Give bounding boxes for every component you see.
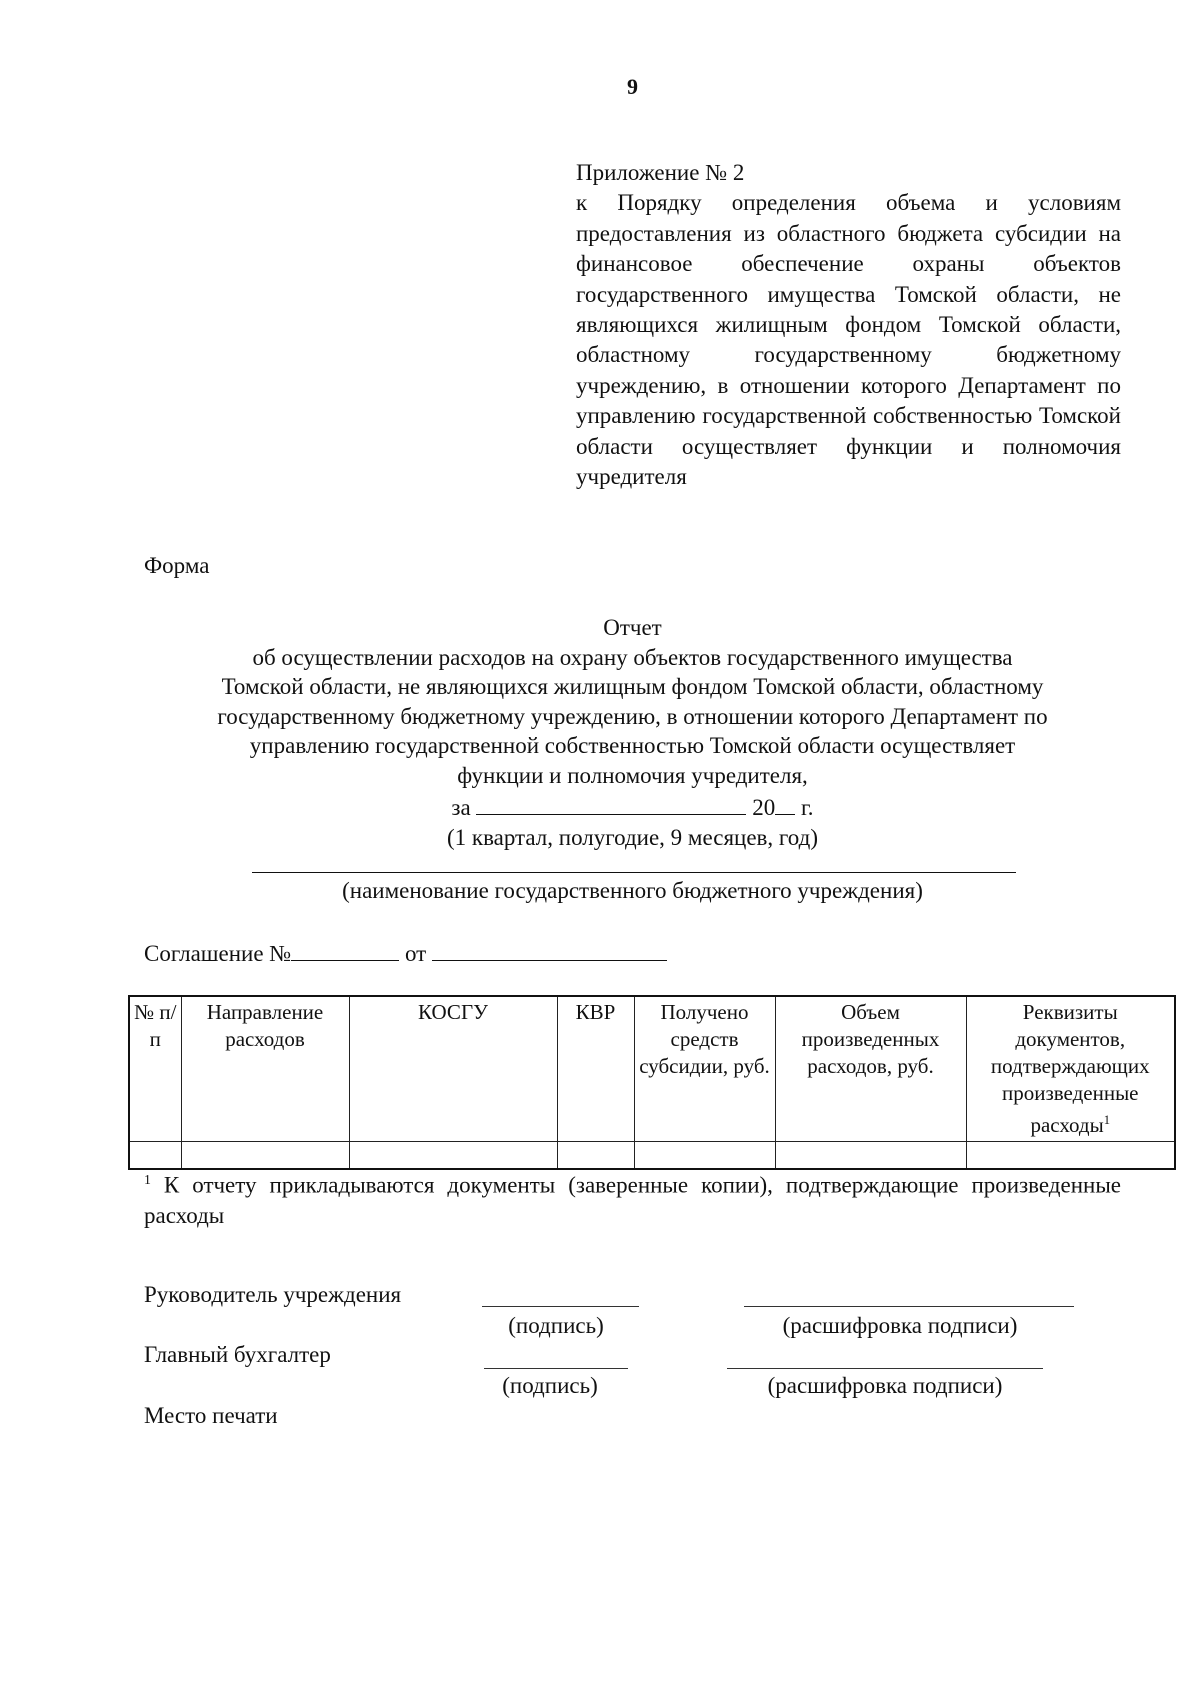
report-line: функции и полномочия учредителя, (457, 762, 808, 788)
accountant-decode-caption: (расшифровка подписи) (767, 1373, 1003, 1398)
col-documents-label: Реквизиты документов, подтверждающих произведенные расходы (990, 1000, 1150, 1137)
col-received: Получено средств субсидии, руб. (634, 996, 775, 1142)
report-table (128, 995, 1176, 1170)
report-title (144, 613, 1121, 852)
head-label: Руководитель учреждения (144, 1282, 402, 1307)
appendix-title: Приложение № 2 (576, 160, 745, 185)
form-label: Форма (144, 553, 210, 578)
agreement-number-blank[interactable] (291, 936, 399, 961)
footnote-text: К отчету прикладываются документы (заверенные копии), подтверждающие произведенные расходы (144, 1172, 1121, 1228)
footnote-mark: 1 (1103, 1113, 1111, 1127)
accountant-label: Главный бухгалтер (144, 1342, 331, 1367)
org-name-caption: (наименование государственного бюджетного учреждения) (342, 878, 923, 903)
report-heading: Отчет (603, 615, 662, 640)
period-blank[interactable] (476, 790, 746, 815)
appendix-block (576, 158, 1121, 492)
col-direction: Направление расходов (181, 996, 349, 1142)
agreement-from: от (404, 941, 427, 967)
col-documents (966, 996, 1175, 1142)
head-signature-caption: (подпись) (508, 1313, 604, 1338)
report-line: государственному бюджетному учреждению, в отношении которого Департамент по (217, 703, 1048, 729)
report-period (144, 790, 1121, 823)
appendix-body: к Порядку определения объема и условиям предоставления из областного бюджета субсидии на финансовое обеспечение охраны объектов государственного имущества Томской области, не являющихся жилищным фондом Томской области, областному государственному бюджетному учреждению, в отношении которого Департамент по управлению государственной собственностью Томской области осуществляет функции и полномочия учредителя (576, 190, 1121, 490)
stamp-label: Место печати (144, 1403, 278, 1428)
col-spent: Объем произведенных расходов, руб. (775, 996, 966, 1142)
period-hint: (1 квартал, полугодие, 9 месяцев, год) (447, 824, 818, 850)
page-number: 9 (627, 74, 638, 99)
col-kvr: КВР (557, 996, 634, 1142)
org-name-line[interactable] (252, 872, 1016, 873)
agreement-line (144, 936, 667, 967)
accountant-signature-caption: (подпись) (502, 1373, 598, 1398)
period-prefix: за (451, 795, 471, 821)
period-year: 20 (752, 795, 776, 821)
col-number: № п/п (129, 996, 181, 1142)
agreement-label: Соглашение № (144, 941, 292, 967)
report-line: управлению государственной собственностью Томской области осуществляет (249, 733, 1016, 758)
col-kosgu: КОСГУ (349, 996, 557, 1142)
year-blank[interactable] (775, 790, 795, 815)
table-header-row (129, 996, 1175, 1142)
head-decode-line[interactable] (744, 1306, 1074, 1307)
head-decode-caption: (расшифровка подписи) (782, 1313, 1018, 1338)
head-signature-line[interactable] (482, 1306, 639, 1307)
report-line: об осуществлении расходов на охрану объектов государственного имущества (252, 644, 1013, 670)
agreement-date-blank[interactable] (432, 936, 667, 961)
footnote (144, 1165, 1121, 1231)
accountant-decode-line[interactable] (727, 1368, 1043, 1369)
footnote-number: 1 (144, 1172, 151, 1187)
period-suffix: г. (800, 795, 814, 821)
report-line: Томской области, не являющихся жилищным фондом Томской области, областному (221, 674, 1044, 699)
accountant-signature-line[interactable] (484, 1368, 628, 1369)
